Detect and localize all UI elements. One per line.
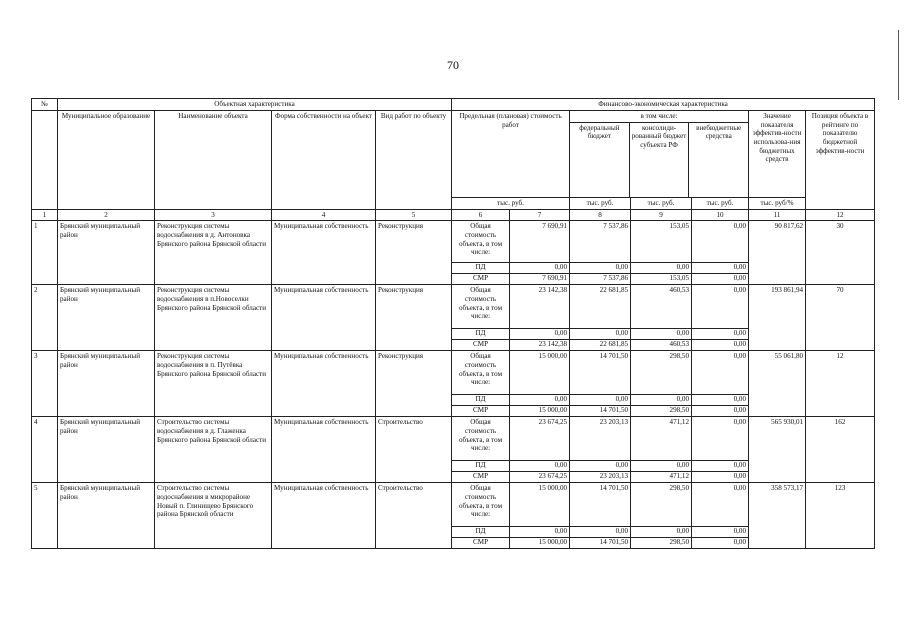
row-ownership: Муниципальная собственность (272, 351, 376, 417)
header-unit-cost: тыс. руб. (452, 198, 570, 210)
row-smr-federal: 23 203,13 (570, 472, 631, 483)
row-pd-total: 0,00 (510, 329, 570, 340)
row-total: 15 000,00 (510, 351, 570, 395)
row-smr-extrabudget: 0,00 (692, 472, 749, 483)
row-total: 23 142,38 (510, 285, 570, 329)
row-pd-total: 0,00 (510, 395, 570, 406)
row-total-label: Общая стоимость объекта, в том числе: (452, 417, 510, 461)
row-extrabudget: 0,00 (692, 483, 749, 527)
row-object-name: Строительство системы водоснабжения в д. Глаженка Брянского района Брянской области (155, 417, 272, 483)
row-smr-federal: 14 701,50 (570, 538, 631, 549)
row-smr-total: 23 674,25 (510, 472, 570, 483)
row-ownership: Муниципальная собственность (272, 285, 376, 351)
row-efficiency: 565 930,01 (749, 417, 806, 483)
row-smr-label: СМР (452, 340, 510, 351)
header-efficiency: Значение показателя эффектив-ности использова-ния бюджетных средств (749, 111, 806, 198)
column-number: 7 (510, 209, 570, 221)
row-consolidated: 298,50 (631, 351, 692, 395)
row-smr-label: СМР (452, 538, 510, 549)
row-municipality: Брянский муниципальный район (58, 285, 155, 351)
row-smr-federal: 22 681,85 (570, 340, 631, 351)
row-smr-label: СМР (452, 472, 510, 483)
row-smr-consolidated: 153,05 (631, 274, 692, 285)
row-smr-consolidated: 298,50 (631, 406, 692, 417)
header-unit-consolidated: тыс. руб. (631, 198, 692, 210)
row-municipality: Брянский муниципальный район (58, 351, 155, 417)
row-smr-label: СМР (452, 406, 510, 417)
header-municipality: Муниципальное образование (58, 111, 155, 210)
row-efficiency: 193 861,94 (749, 285, 806, 351)
row-smr-extrabudget: 0,00 (692, 406, 749, 417)
row-pd-extrabudget: 0,00 (692, 329, 749, 340)
row-ownership: Муниципальная собственность (272, 483, 376, 549)
column-number: 2 (58, 209, 155, 221)
investment-table (31, 98, 875, 549)
row-pd-label: ПД (452, 329, 510, 340)
row-total: 23 674,25 (510, 417, 570, 461)
row-pd-federal: 0,00 (570, 527, 631, 538)
row-pd-total: 0,00 (510, 527, 570, 538)
row-federal: 14 701,50 (570, 483, 631, 527)
row-work-type: Реконструкция (376, 221, 452, 285)
row-municipality: Брянский муниципальный район (58, 221, 155, 285)
row-smr-total: 15 000,00 (510, 406, 570, 417)
row-municipality: Брянский муниципальный район (58, 417, 155, 483)
column-number: 9 (631, 209, 692, 221)
row-efficiency: 358 573,17 (749, 483, 806, 549)
row-extrabudget: 0,00 (692, 221, 749, 263)
column-number: 3 (155, 209, 272, 221)
header-cost-limit: Предельная (плановая) стоимость работ (452, 111, 570, 198)
row-pd-extrabudget: 0,00 (692, 263, 749, 274)
row-smr-federal: 7 537,86 (570, 274, 631, 285)
header-extrabudget: внебюджетные средства (696, 123, 742, 141)
header-position: Позиция объекта в рейтинге по показателю бюджетной эффектив-ности (806, 111, 875, 210)
row-pd-label: ПД (452, 263, 510, 274)
row-pd-consolidated: 0,00 (631, 263, 692, 274)
row-smr-total: 7 690,91 (510, 274, 570, 285)
row-smr-label: СМР (452, 274, 510, 285)
row-smr-total: 23 142,38 (510, 340, 570, 351)
row-work-type: Реконструкция (376, 351, 452, 417)
row-smr-consolidated: 298,50 (631, 538, 692, 549)
column-number: 11 (749, 209, 806, 221)
row-pd-extrabudget: 0,00 (692, 461, 749, 472)
column-number: 6 (452, 209, 510, 221)
header-object-name: Наименование объекта (155, 111, 272, 210)
header-no-blank (32, 111, 58, 210)
row-smr-extrabudget: 0,00 (692, 538, 749, 549)
column-number: 1 (32, 209, 58, 221)
row-federal: 7 537,86 (570, 221, 631, 263)
row-smr-consolidated: 471,12 (631, 472, 692, 483)
header-including-block (570, 111, 749, 198)
row-pd-federal: 0,00 (570, 461, 631, 472)
row-ownership: Муниципальная собственность (272, 221, 376, 285)
row-federal: 14 701,50 (570, 351, 631, 395)
header-federal: федеральный бюджет (570, 123, 630, 197)
header-unit-efficiency: тыс. руб/% (749, 198, 806, 210)
row-pd-extrabudget: 0,00 (692, 395, 749, 406)
row-total: 7 690,91 (510, 221, 570, 263)
row-number: 1 (32, 221, 58, 285)
scan-edge-line (898, 30, 899, 100)
row-work-type: Строительство (376, 483, 452, 549)
row-federal: 23 203,13 (570, 417, 631, 461)
row-extrabudget: 0,00 (692, 351, 749, 395)
row-pd-consolidated: 0,00 (631, 395, 692, 406)
row-consolidated: 153,05 (631, 221, 692, 263)
row-work-type: Строительство (376, 417, 452, 483)
row-pd-extrabudget: 0,00 (692, 527, 749, 538)
row-pd-federal: 0,00 (570, 395, 631, 406)
row-object-name: Реконструкция системы водоснабжения в д. Антоновка Брянского района Брянской области (155, 221, 272, 285)
row-pd-consolidated: 0,00 (631, 461, 692, 472)
row-number: 2 (32, 285, 58, 351)
row-pd-federal: 0,00 (570, 329, 631, 340)
row-pd-label: ПД (452, 461, 510, 472)
row-work-type: Реконструкция (376, 285, 452, 351)
header-unit-federal: тыс. руб. (570, 198, 631, 210)
row-efficiency: 90 817,62 (749, 221, 806, 285)
row-smr-extrabudget: 0,00 (692, 274, 749, 285)
header-ownership: Форма собственности на объект (272, 111, 376, 210)
header-financial-characteristic: Финансово-экономическая характеристика (452, 99, 875, 111)
row-pd-label: ПД (452, 527, 510, 538)
row-pd-total: 0,00 (510, 263, 570, 274)
row-smr-consolidated: 460,53 (631, 340, 692, 351)
row-extrabudget: 0,00 (692, 417, 749, 461)
row-total-label: Общая стоимость объекта, в том числе: (452, 285, 510, 329)
row-rank: 70 (806, 285, 875, 351)
row-federal: 22 681,85 (570, 285, 631, 329)
row-total: 15 000,00 (510, 483, 570, 527)
header-work-type: Вид работ по объекту (376, 111, 452, 210)
row-extrabudget: 0,00 (692, 285, 749, 329)
row-pd-federal: 0,00 (570, 263, 631, 274)
column-number: 12 (806, 209, 875, 221)
row-consolidated: 471,12 (631, 417, 692, 461)
row-total-label: Общая стоимость объекта, в том числе: (452, 351, 510, 395)
row-pd-label: ПД (452, 395, 510, 406)
header-consolidated: консолиди-рованный бюджет субъекта РФ (630, 123, 690, 197)
column-number: 10 (692, 209, 749, 221)
row-rank: 12 (806, 351, 875, 417)
page-number: 70 (447, 58, 459, 72)
row-smr-federal: 14 701,50 (570, 406, 631, 417)
row-smr-extrabudget: 0,00 (692, 340, 749, 351)
row-efficiency: 55 061,80 (749, 351, 806, 417)
header-object-characteristic: Объектная характеристика (58, 99, 452, 111)
header-unit-extrabudget: тыс. руб. (692, 198, 749, 210)
column-number: 4 (272, 209, 376, 221)
row-smr-total: 15 000,00 (510, 538, 570, 549)
row-pd-total: 0,00 (510, 461, 570, 472)
row-consolidated: 460,53 (631, 285, 692, 329)
row-pd-consolidated: 0,00 (631, 527, 692, 538)
column-number: 8 (570, 209, 631, 221)
row-rank: 123 (806, 483, 875, 549)
row-ownership: Муниципальная собственность (272, 417, 376, 483)
row-consolidated: 298,50 (631, 483, 692, 527)
row-rank: 162 (806, 417, 875, 483)
column-number: 5 (376, 209, 452, 221)
row-number: 3 (32, 351, 58, 417)
header-no: № (32, 99, 58, 111)
row-number: 4 (32, 417, 58, 483)
row-object-name: Реконструкция системы водоснабжения в п.Новоселки Брянского района Брянской области (155, 285, 272, 351)
row-total-label: Общая стоимость объекта, в том числе: (452, 483, 510, 527)
row-municipality: Брянский муниципальный район (58, 483, 155, 549)
row-object-name: Строительство системы водоснабжения в микрорайоне Новый п. Глинищево Брянского района Брянской области (155, 483, 272, 549)
row-number: 5 (32, 483, 58, 549)
row-rank: 30 (806, 221, 875, 285)
row-total-label: Общая стоимость объекта, в том числе: (452, 221, 510, 263)
header-including: в том числе: (570, 111, 748, 123)
row-object-name: Реконструкция системы водоснабжения в п. Путёвка Брянского района Брянской области (155, 351, 272, 417)
row-pd-consolidated: 0,00 (631, 329, 692, 340)
